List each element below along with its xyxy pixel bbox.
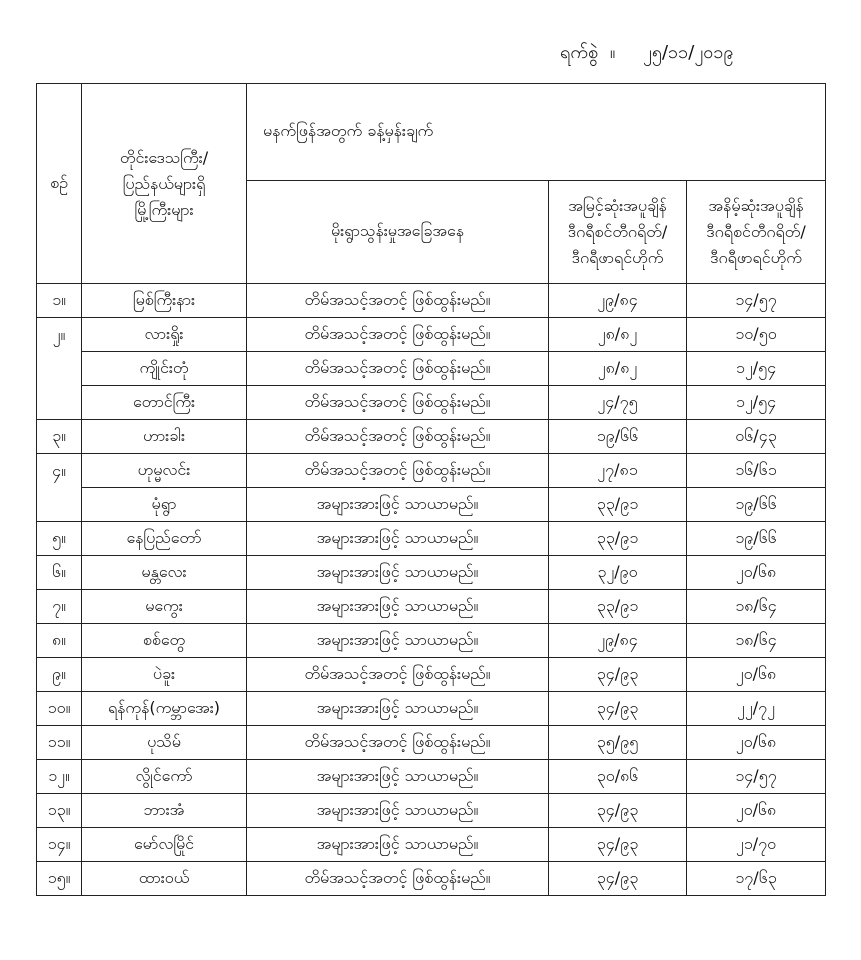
max-temp-cell: ၃၄/၉၃: [549, 658, 687, 692]
row-number: ၂။: [37, 318, 82, 420]
min-temp-cell: ၀၆/၄၃: [687, 420, 826, 454]
condition-cell: အများအားဖြင့် သာယာမည်။: [247, 692, 549, 726]
city-cell: မကွေး: [82, 590, 247, 624]
condition-cell: တိမ်အသင့်အတင့် ဖြစ်ထွန်းမည်။: [247, 726, 549, 760]
header-forecast-group: မနက်ဖြန်အတွက် ခန့်မှန်းချက်: [247, 84, 826, 181]
max-temp-cell: ၃၀/၈၆: [549, 760, 687, 794]
city-cell: ပဲခူး: [82, 658, 247, 692]
max-temp-cell: ၁၉/၆၆: [549, 420, 687, 454]
row-number: ၇။: [37, 590, 82, 624]
city-cell: ကျိုင်းတုံ: [82, 352, 247, 386]
table-row: [37, 828, 826, 862]
row-number: ၁၀။: [37, 692, 82, 726]
city-cell: လားရှိုး: [82, 318, 247, 352]
city-cell: တောင်ကြီး: [82, 386, 247, 420]
max-temp-cell: ၂၈/၈၂: [549, 352, 687, 386]
city-cell: နေပြည်တော်: [82, 522, 247, 556]
header-max-temp-line-1: အမြင့်ဆုံးအပူချိန်: [568, 196, 667, 215]
max-temp-cell: ၂၈/၈၂: [549, 318, 687, 352]
min-temp-cell: ၂၂/၇၂: [687, 692, 826, 726]
table-row: [37, 658, 826, 692]
city-cell: ထားဝယ်: [82, 862, 247, 896]
table-row: [37, 352, 826, 386]
min-temp-cell: ၁၄/၅၇: [687, 284, 826, 318]
condition-cell: တိမ်အသင့်အတင့် ဖြစ်ထွန်းမည်။: [247, 420, 549, 454]
city-cell: ရန်ကုန်(ကမ္ဘာအေး): [82, 692, 247, 726]
condition-cell: အများအားဖြင့် သာယာမည်။: [247, 556, 549, 590]
min-temp-cell: ၁၈/၆၄: [687, 590, 826, 624]
header-max-temp-line-3: ဒီဂရီဖာရင်ဟိုက်: [571, 248, 664, 267]
table-row: [37, 522, 826, 556]
min-temp-cell: ၁၆/၆၁: [687, 454, 826, 488]
condition-cell: တိမ်အသင့်အတင့် ဖြစ်ထွန်းမည်။: [247, 386, 549, 420]
condition-cell: တိမ်အသင့်အတင့် ဖြစ်ထွန်းမည်။: [247, 658, 549, 692]
row-number: ၈။: [37, 624, 82, 658]
header-max-temp: [549, 181, 687, 284]
city-cell: မော်လမြိုင်: [82, 828, 247, 862]
row-number: ၁၅။: [37, 862, 82, 896]
condition-cell: အများအားဖြင့် သာယာမည်။: [247, 794, 549, 828]
city-cell: ဟုမ္မလင်း: [82, 454, 247, 488]
header-row-1: [37, 84, 826, 181]
row-number: ၄။: [37, 454, 82, 522]
min-temp-cell: ၂၀/၆၈: [687, 794, 826, 828]
row-number: ၁၃။: [37, 794, 82, 828]
max-temp-cell: ၃၄/၉၃: [549, 794, 687, 828]
max-temp-cell: ၃၃/၉၁: [549, 522, 687, 556]
max-temp-cell: ၃၅/၉၅: [549, 726, 687, 760]
min-temp-cell: ၁၉/၆၆: [687, 488, 826, 522]
table-row: [37, 318, 826, 352]
row-number: ၃။: [37, 420, 82, 454]
max-temp-cell: ၂၉/၈၄: [549, 284, 687, 318]
header-serial: စဉ်: [37, 84, 82, 284]
condition-cell: အများအားဖြင့် သာယာမည်။: [247, 760, 549, 794]
min-temp-cell: ၂၀/၆၈: [687, 556, 826, 590]
forecast-table: [36, 83, 826, 896]
max-temp-cell: ၃၃/၉၁: [549, 590, 687, 624]
max-temp-cell: ၃၄/၉၃: [549, 828, 687, 862]
city-cell: ဘားအံ: [82, 794, 247, 828]
min-temp-cell: ၁၂/၅၄: [687, 352, 826, 386]
max-temp-cell: ၂၄/၇၅: [549, 386, 687, 420]
table-row: [37, 454, 826, 488]
header-min-temp: [687, 181, 826, 284]
header-min-temp-line-2: ဒီဂရီစင်တီဂရိတ်/: [706, 222, 806, 241]
date-value: ၂၅/၁၁/၂၀၁၉: [643, 42, 734, 63]
table-row: [37, 556, 826, 590]
condition-cell: တိမ်အသင့်အတင့် ဖြစ်ထွန်းမည်။: [247, 454, 549, 488]
table-row: [37, 420, 826, 454]
table-row: [37, 760, 826, 794]
condition-cell: အများအားဖြင့် သာယာမည်။: [247, 590, 549, 624]
city-cell: မုံရွာ: [82, 488, 247, 522]
condition-cell: တိမ်အသင့်အတင့် ဖြစ်ထွန်းမည်။: [247, 318, 549, 352]
header-region-line-1: တိုင်းဒေသကြီး/: [119, 147, 209, 167]
city-cell: စစ်တွေ: [82, 624, 247, 658]
table-row: [37, 284, 826, 318]
row-number: ၁၁။: [37, 726, 82, 760]
condition-cell: အများအားဖြင့် သာယာမည်။: [247, 828, 549, 862]
min-temp-cell: ၁၇/၆၃: [687, 862, 826, 896]
header-region-line-2: ပြည်နယ်များရှိ: [122, 173, 206, 193]
min-temp-cell: ၂၁/၇၀: [687, 828, 826, 862]
city-cell: မြစ်ကြီးနား: [82, 284, 247, 318]
table-row: [37, 726, 826, 760]
max-temp-cell: ၃၄/၉၃: [549, 692, 687, 726]
min-temp-cell: ၁၀/၅၀: [687, 318, 826, 352]
header-min-temp-line-3: ဒီဂရီဖာရင်ဟိုက်: [710, 248, 802, 267]
row-number: ၉။: [37, 658, 82, 692]
row-number: ၆။: [37, 556, 82, 590]
min-temp-cell: ၂၀/၆၈: [687, 726, 826, 760]
condition-cell: အများအားဖြင့် သာယာမည်။: [247, 522, 549, 556]
max-temp-cell: ၃၃/၉၁: [549, 488, 687, 522]
row-number: ၁၄။: [37, 828, 82, 862]
city-cell: ပုသိမ်: [82, 726, 247, 760]
city-cell: လွိုင်ကော်: [82, 760, 247, 794]
header-max-temp-line-2: ဒီဂရီစင်တီဂရိတ်/: [567, 222, 668, 241]
min-temp-cell: ၁၄/၅၇: [687, 760, 826, 794]
forecast-body: [37, 284, 826, 896]
row-number: ၁၂။: [37, 760, 82, 794]
condition-cell: တိမ်အသင့်အတင့် ဖြစ်ထွန်းမည်။: [247, 352, 549, 386]
city-cell: ဟားခါး: [82, 420, 247, 454]
min-temp-cell: ၁၈/၆၄: [687, 624, 826, 658]
table-row: [37, 386, 826, 420]
table-row: [37, 624, 826, 658]
condition-cell: တိမ်အသင့်အတင့် ဖြစ်ထွန်းမည်။: [247, 862, 549, 896]
max-temp-cell: ၂၇/၈၁: [549, 454, 687, 488]
header-region-line-3: မြို့ကြီးများ: [134, 199, 194, 219]
min-temp-cell: ၁၉/၆၆: [687, 522, 826, 556]
table-row: [37, 862, 826, 896]
date-line: [560, 40, 820, 67]
max-temp-cell: ၂၉/၈၄: [549, 624, 687, 658]
city-cell: မန္တလေး: [82, 556, 247, 590]
condition-cell: အများအားဖြင့် သာယာမည်။: [247, 488, 549, 522]
min-temp-cell: ၁၂/၅၄: [687, 386, 826, 420]
date-separator: ။: [609, 42, 616, 63]
table-row: [37, 488, 826, 522]
max-temp-cell: ၃၂/၉၀: [549, 556, 687, 590]
max-temp-cell: ၃၄/၉၃: [549, 862, 687, 896]
condition-cell: တိမ်အသင့်အတင့် ဖြစ်ထွန်းမည်။: [247, 284, 549, 318]
condition-cell: အများအားဖြင့် သာယာမည်။: [247, 624, 549, 658]
table-row: [37, 590, 826, 624]
date-label: ရက်စွဲ: [560, 42, 599, 63]
row-number: ၁။: [37, 284, 82, 318]
header-min-temp-line-1: အနိမ့်ဆုံးအပူချိန်: [708, 196, 804, 215]
header-condition: မိုးရွာသွန်းမှုအခြေအနေ: [247, 181, 549, 284]
header-region: [82, 84, 247, 284]
row-number: ၅။: [37, 522, 82, 556]
table-row: [37, 692, 826, 726]
min-temp-cell: ၂၀/၆၈: [687, 658, 826, 692]
table-row: [37, 794, 826, 828]
